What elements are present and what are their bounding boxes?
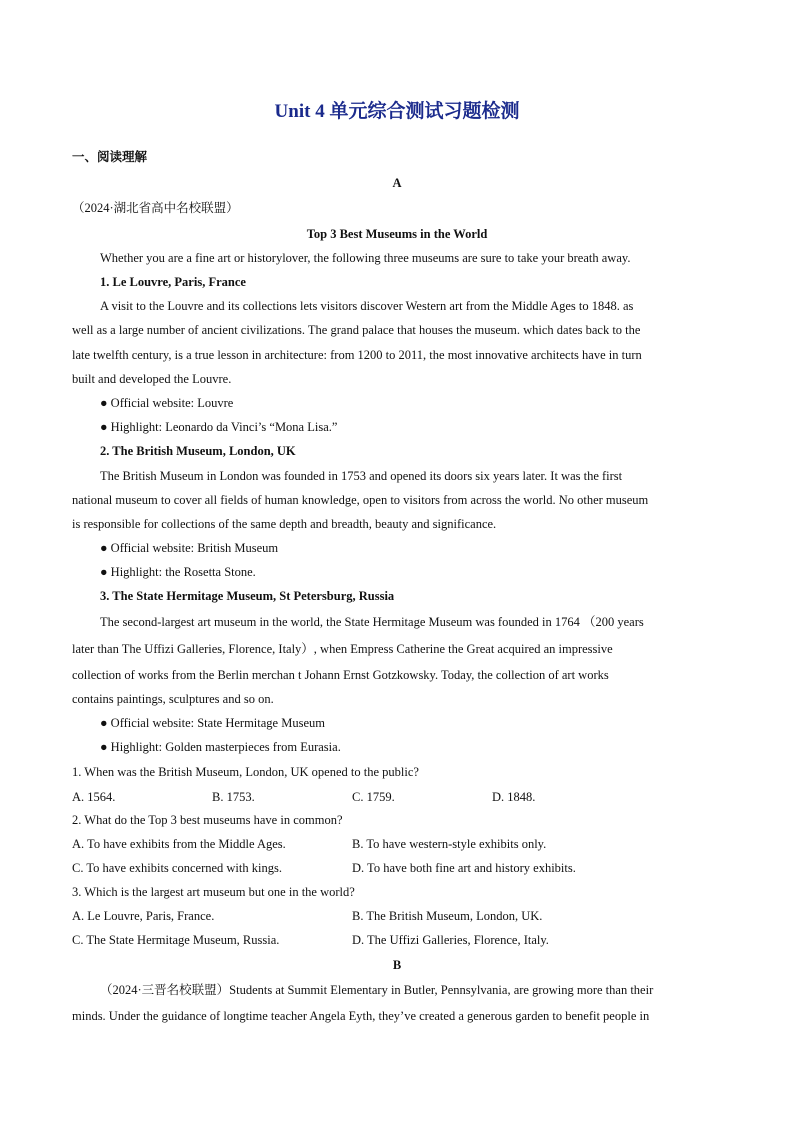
passage-a-source: （2024·湖北省高中名校联盟） xyxy=(72,201,239,215)
museum-3-paragraph-line: The second-largest art museum in the world, the State Hermitage Museum was founded in 1764 （200 years xyxy=(100,615,644,629)
museum-1-paragraph-line: well as a large number of ancient civilizations. The grand palace that houses the museum. which dates back to the xyxy=(72,323,641,337)
museum-3-highlight: ● Highlight: Golden masterpieces from Eurasia. xyxy=(100,740,341,754)
passage-b-line: （2024·三晋名校联盟）Students at Summit Elementary in Butler, Pennsylvania, are growing more than their xyxy=(100,983,654,997)
question-1-option: A. 1564. xyxy=(72,790,116,804)
question-2: 2. What do the Top 3 best museums have in common? xyxy=(72,813,343,827)
museum-2-website: ● Official website: British Museum xyxy=(100,541,279,555)
museum-2-paragraph-line: The British Museum in London was founded in 1753 and opened its doors six years later. It was the first xyxy=(100,469,623,483)
passage-b-line: minds. Under the guidance of longtime teacher Angela Eyth, they’ve created a generous garden to benefit people in xyxy=(72,1009,650,1023)
museum-2-heading: 2. The British Museum, London, UK xyxy=(100,444,296,458)
museum-2-paragraph-line: is responsible for collections of the same depth and breadth, beauty and significance. xyxy=(72,517,497,531)
museum-3-paragraph-line: collection of works from the Berlin merchan t Johann Ernst Gotzkowsky. Today, the collection of art works xyxy=(72,668,609,682)
question-3-option: B. The British Museum, London, UK. xyxy=(352,909,543,923)
section-heading: 一、阅读理解 xyxy=(72,150,148,164)
museum-3-paragraph-line: later than The Uffizi Galleries, Florence, Italy）, when Empress Catherine the Great acquired an impressive xyxy=(72,642,613,656)
museum-1-paragraph-line: built and developed the Louvre. xyxy=(72,372,232,386)
museum-1-paragraph-line: late twelfth century, is a true lesson in architecture: from 1200 to 2011, the most innovative architects have in turn xyxy=(72,348,642,362)
museum-2-highlight: ● Highlight: the Rosetta Stone. xyxy=(100,565,256,579)
question-1-option: D. 1848. xyxy=(492,790,536,804)
museum-3-website: ● Official website: State Hermitage Museum xyxy=(100,716,325,730)
museum-3-heading: 3. The State Hermitage Museum, St Petersburg, Russia xyxy=(100,589,395,603)
question-1-option: B. 1753. xyxy=(212,790,255,804)
museum-1-website: ● Official website: Louvre xyxy=(100,396,234,410)
passage-a-heading: Top 3 Best Museums in the World xyxy=(306,227,488,241)
museum-1-highlight: ● Highlight: Leonardo da Vinci’s “Mona Lisa.” xyxy=(100,420,338,434)
page-title: Unit 4 单元综合测试习题检测 xyxy=(274,101,520,122)
question-2-option: A. To have exhibits from the Middle Ages. xyxy=(72,837,286,851)
passage-a-intro: Whether you are a fine art or historylover, the following three museums are sure to take your breath away. xyxy=(100,251,631,265)
museum-2-paragraph-line: national museum to cover all fields of human knowledge, open to visitors from across the world. No other museum xyxy=(72,493,649,507)
question-3: 3. Which is the largest art museum but one in the world? xyxy=(72,885,355,899)
museum-3-paragraph-line: contains paintings, sculptures and so on. xyxy=(72,692,274,706)
question-2-option: C. To have exhibits concerned with kings. xyxy=(72,861,282,875)
question-3-option: D. The Uffizi Galleries, Florence, Italy. xyxy=(352,933,549,947)
question-3-option: A. Le Louvre, Paris, France. xyxy=(72,909,215,923)
question-1-option: C. 1759. xyxy=(352,790,395,804)
passage-b-label: B xyxy=(392,958,402,972)
museum-1-paragraph-line: A visit to the Louvre and its collections lets visitors discover Western art from the Middle Ages to 1848. as xyxy=(100,299,634,313)
question-2-option: D. To have both fine art and history exhibits. xyxy=(352,861,576,875)
passage-a-label: A xyxy=(392,176,402,190)
museum-1-heading: 1. Le Louvre, Paris, France xyxy=(100,275,246,289)
question-1: 1. When was the British Museum, London, UK opened to the public? xyxy=(72,765,419,779)
question-3-option: C. The State Hermitage Museum, Russia. xyxy=(72,933,280,947)
question-2-option: B. To have western-style exhibits only. xyxy=(352,837,547,851)
